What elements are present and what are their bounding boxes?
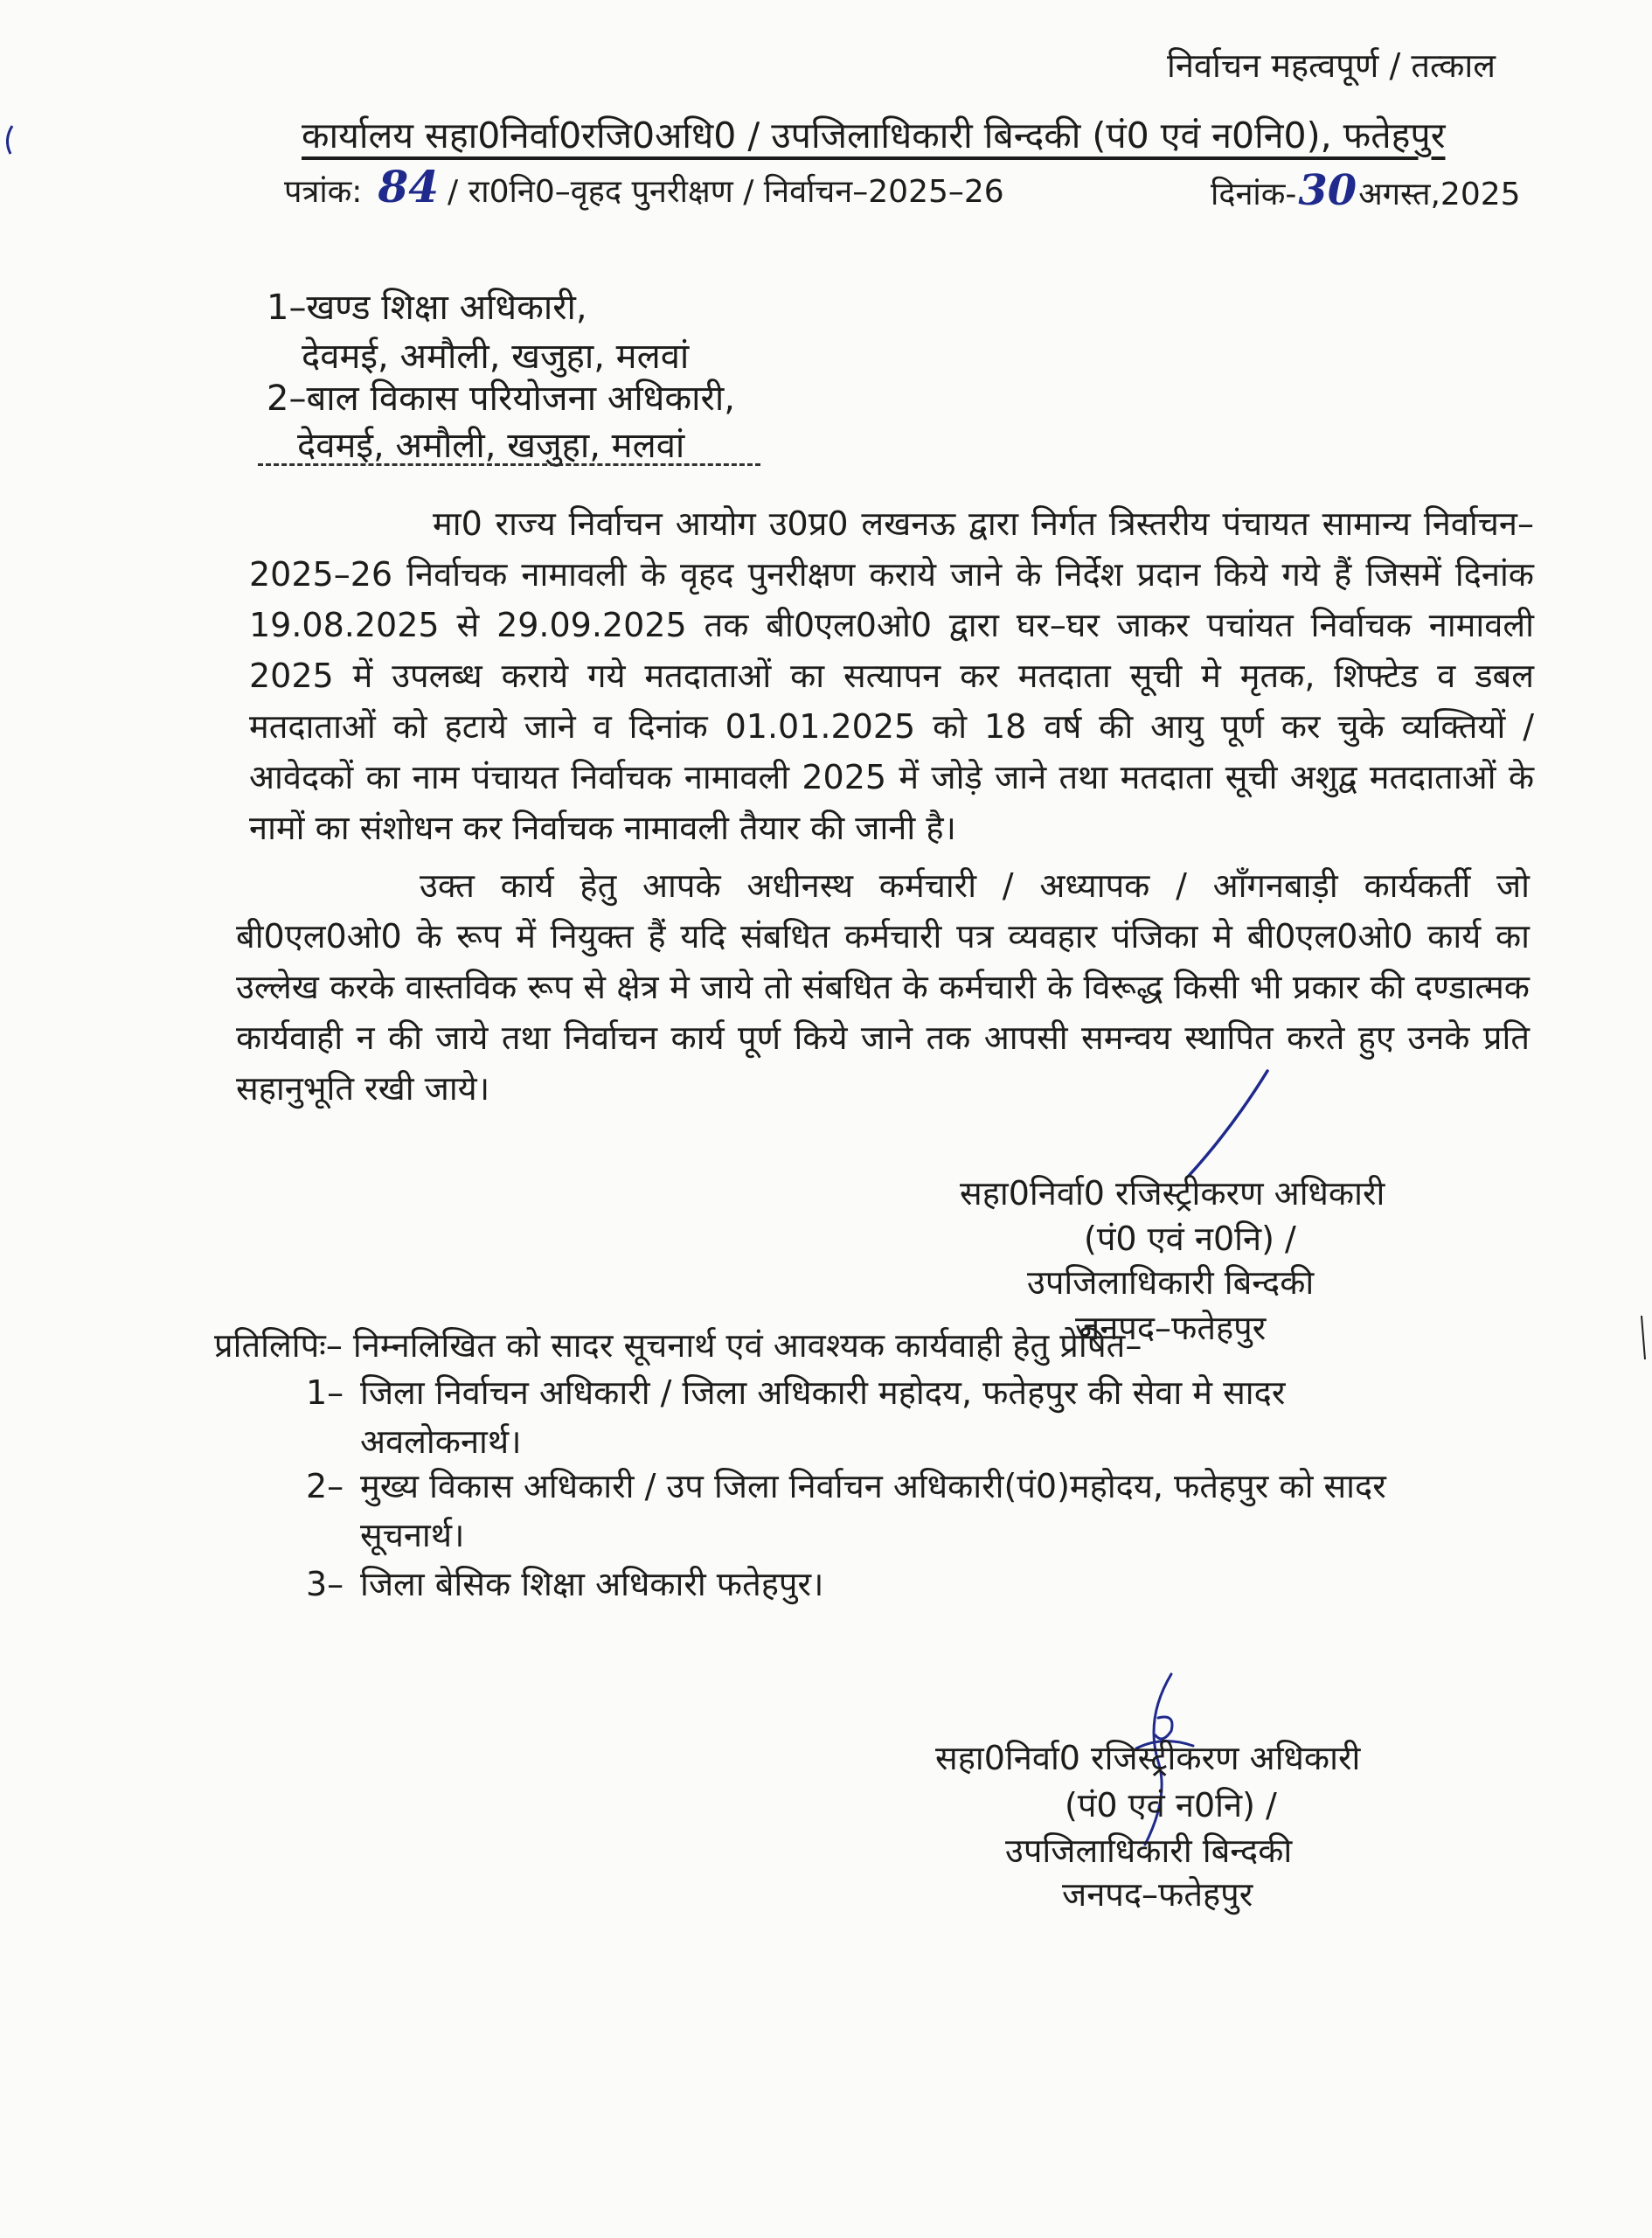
ref-text: / रा0नि0–वृहद पुनरीक्षण / निर्वाचन–2025–26 xyxy=(448,174,1004,210)
copy-item-text: मुख्य विकास अधिकारी / उप जिला निर्वाचन अधिकारी(पं0)महोदय, फतेहपुर को सादर सूचनार्थ। xyxy=(360,1467,1386,1554)
address-divider xyxy=(258,463,760,466)
addressee-2-places: देवमई, अमौली, खजुहा, मलवां xyxy=(297,426,685,466)
office-title: कार्यालय सहा0निर्वा0रजि0अधि0 / उपजिलाधिकारी बिन्दकी (पं0 एवं न0नि0), फतेहपुर xyxy=(302,115,1446,156)
addressee-1-title: 1–खण्ड शिक्षा अधिकारी, xyxy=(267,288,587,328)
copy-to-heading: प्रतिलिपिः– निम्नलिखित को सादर सूचनार्थ एवं आवश्यक कार्यवाही हेतु प्रेषित– xyxy=(214,1326,1142,1365)
copy-item-number: 2– xyxy=(306,1467,344,1505)
copy-item xyxy=(306,1560,1442,1609)
margin-pen-mark-icon xyxy=(0,122,17,157)
signature2-office: उपजिलाधिकारी बिन्दकी xyxy=(1005,1831,1293,1870)
addressee-2-title: 2–बाल विकास परियोजना अधिकारी, xyxy=(267,379,735,419)
page-edge-mark-icon xyxy=(1635,1311,1652,1364)
reference-line xyxy=(284,161,1004,212)
ref-label: पत्रांक: xyxy=(284,174,363,210)
date-day-handwritten: 30 xyxy=(1298,166,1357,215)
priority-label: निर्वाचन महत्वपूर्ण / तत्काल xyxy=(1167,46,1496,85)
signature1-designation: सहा0निर्वा0 रजिस्ट्रीकरण अधिकारी xyxy=(960,1174,1385,1213)
body-paragraph-2: उक्त कार्य हेतु आपके अधीनस्थ कर्मचारी / अध्यापक / आँगनबाड़ी कार्यकर्ती जो बी0एल0ओ0 के रूप में नियुक्त हैं यदि संबधित कर्मचारी पत्र व्यवहार पंजिका मे बी0एल0ओ0 कार्य का उल्लेख करके वास्तविक रूप से क्षेत्र मे जाये तो संबधित के कर्मचारी के विरूद्ध किसी भी प्रकार की दण्डात्मक कार्यवाही न की जाये तथा निर्वाचन कार्य पूर्ण किये जाने तक आपसी समन्वय स्थापित करते हुए उनके प्रति सहानुभूति रखी जाये। xyxy=(236,866,1530,1108)
date-line xyxy=(1211,166,1521,215)
body-paragraph-1: मा0 राज्य निर्वाचन आयोग उ0प्र0 लखनऊ द्वारा निर्गत त्रिस्तरीय पंचायत सामान्य निर्वाचन–2025–26 निर्वाचक नामावली के वृहद पुनरीक्षण कराये जाने के निर्देश प्रदान किये गये हैं जिसमें दिनांक 19.08.2025 से 29.09.2025 तक बी0एल0ओ0 द्वारा घर–घर जाकर पचांयत निर्वाचक नामावली 2025 में उपलब्ध कराये गये मतदाताओं का सत्यापन कर मतदाता सूची मे मृतक, शिफ्टेड व डबल मतदाताओं को हटाये जाने व दिनांक 01.01.2025 को 18 वर्ष की आयु पूर्ण कर चुके व्यक्तियों / आवेदकों का नाम पंचायत निर्वाचक नामावली 2025 में जोड़े जाने तथा मतदाता सूची अशुद्व मतदाताओं के नामों का संशोधन कर निर्वाचक नामावली तैयार की जानी है। xyxy=(249,504,1534,847)
date-label: दिनांक- xyxy=(1211,177,1297,212)
signature1-district: जनपद–फतेहपुर xyxy=(1075,1309,1267,1347)
signature1-office: उपजिलाधिकारी बिन्दकी xyxy=(1027,1263,1315,1302)
signature1-sub: (पं0 एवं न0नि) / xyxy=(1084,1220,1296,1258)
copy-item xyxy=(306,1368,1451,1466)
signature2-district: जनपद–फतेहपुर xyxy=(1062,1875,1253,1914)
copy-item-text: जिला निर्वाचन अधिकारी / जिला अधिकारी महोदय, फतेहपुर की सेवा मे सादर अवलोकनार्थ। xyxy=(360,1373,1286,1461)
signature2-sub: (पं0 एवं न0नि) / xyxy=(1065,1786,1277,1824)
copy-item xyxy=(306,1462,1460,1560)
copy-item-number: 3– xyxy=(306,1565,344,1603)
signature2-designation: सहा0निर्वा0 रजिस्ट्रीकरण अधिकारी xyxy=(935,1739,1361,1777)
signature-stroke-icon xyxy=(1180,1067,1285,1180)
copy-item-number: 1– xyxy=(306,1373,344,1412)
addressee-1-places: देवमई, अमौली, खजुहा, मलवां xyxy=(302,337,690,377)
date-month-year: अगस्त,2025 xyxy=(1358,177,1521,212)
copy-item-text: जिला बेसिक शिक्षा अधिकारी फतेहपुर। xyxy=(360,1565,824,1603)
ref-number-handwritten: 84 xyxy=(378,161,440,212)
